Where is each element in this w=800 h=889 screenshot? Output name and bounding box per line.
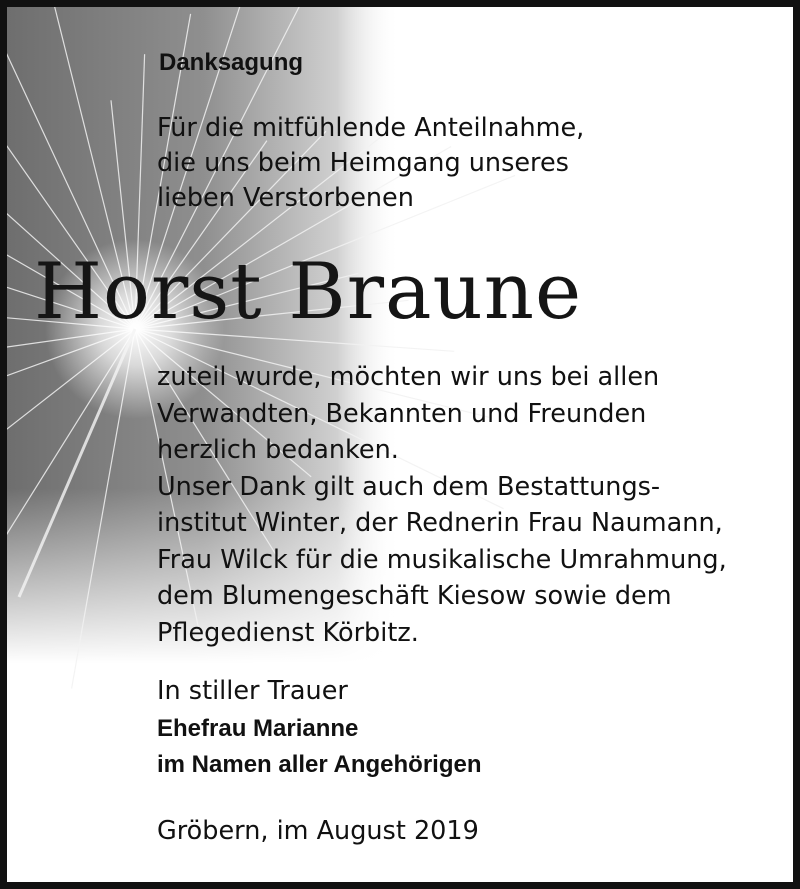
place-date: Gröbern, im August 2019 (157, 816, 479, 846)
intro-text (157, 111, 584, 216)
signatory-note: im Namen aller Angehörigen (157, 751, 482, 778)
body-line: zuteil wurde, möchten wir uns bei allen (157, 362, 660, 392)
body-line: Frau Wilck für die musikalische Umrahmung, (157, 544, 727, 575)
signatory-name: Ehefrau Marianne (157, 715, 359, 742)
notice-heading: Danksagung (159, 49, 304, 76)
body-line: herzlich bedanken. (157, 435, 399, 465)
intro-line: die uns beim Heimgang unseres (157, 148, 569, 178)
body-line: Verwandten, Bekannten und Freunden (157, 398, 647, 429)
body-line: Unser Dank gilt auch dem Bestattungs- (157, 471, 661, 502)
intro-line: Für die mitfühlende Anteilnahme, (157, 113, 585, 143)
intro-line: lieben Verstorbenen (157, 183, 414, 213)
closing-phrase: In stiller Trauer (157, 676, 348, 706)
body-line: institut Winter, der Rednerin Frau Naumann, (157, 508, 723, 538)
deceased-name: Horst Braune (34, 247, 583, 337)
thanks-text (157, 359, 727, 651)
body-line: dem Blumengeschäft Kiesow sowie dem (157, 581, 672, 611)
body-line: Pflegedienst Körbitz. (157, 617, 419, 648)
